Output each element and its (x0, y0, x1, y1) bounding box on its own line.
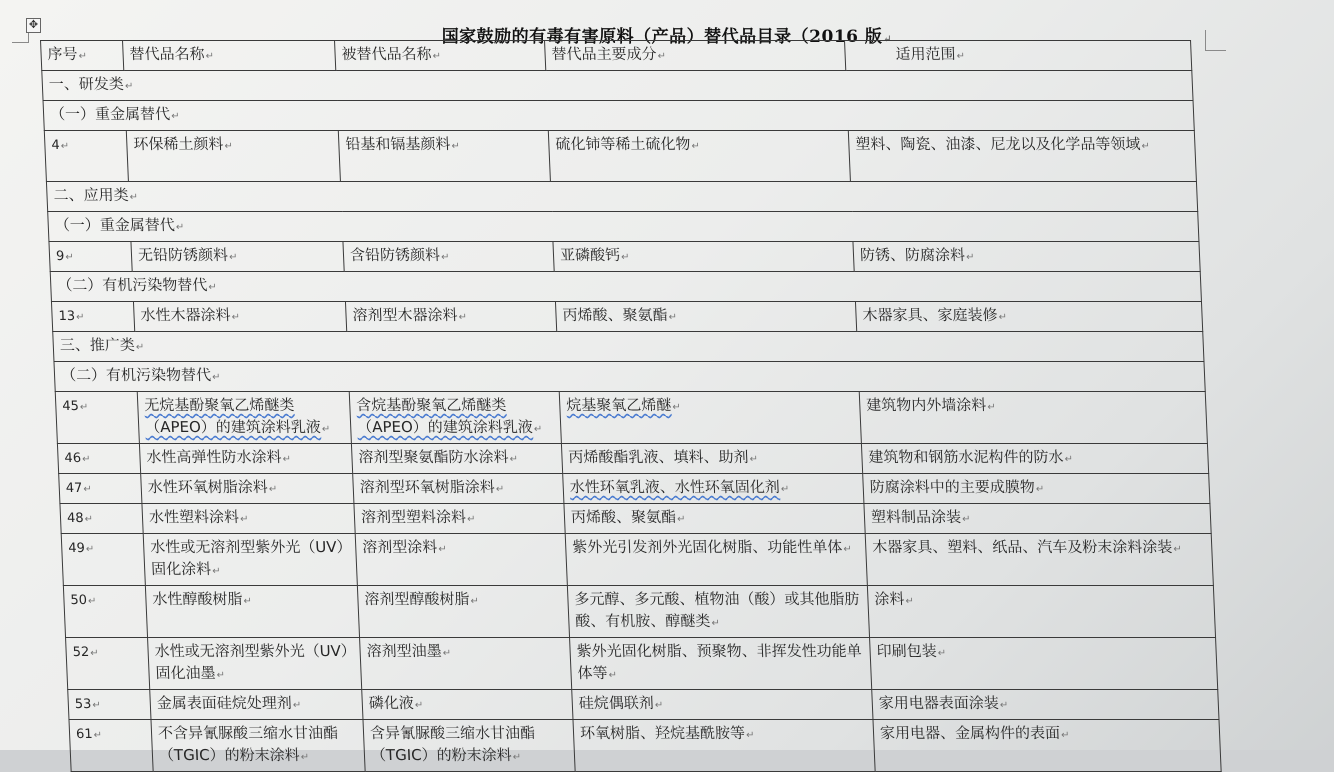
subsection-title: （二）有机污染物替代↵ (54, 362, 1205, 392)
cell-replaced: 溶剂型木器涂料↵ (345, 302, 556, 332)
cell-substitute: 水性木器涂料↵ (133, 302, 346, 332)
table-row (61, 534, 1213, 586)
cell-no: 45↵ (55, 392, 139, 444)
cell-replaced: 溶剂型醇酸树脂↵ (357, 586, 569, 638)
cell-substitute: 金属表面硅烷处理剂↵ (150, 690, 363, 720)
header-replaced: 被替代品名称↵ (335, 41, 546, 71)
cell-no: 49↵ (61, 534, 145, 586)
table-row (69, 720, 1221, 772)
subsection-title: （一）重金属替代↵ (43, 101, 1194, 131)
cell-scope: 印刷包装↵ (870, 638, 1218, 690)
section-row (43, 101, 1194, 131)
header-substitute: 替代品名称↵ (123, 41, 336, 71)
table-row (51, 302, 1202, 332)
cell-no: 48↵ (60, 504, 143, 534)
cell-scope: 防锈、防腐涂料↵ (853, 242, 1200, 272)
paragraph-mark-icon: ↵ (883, 34, 893, 45)
cell-substitute: 水性或无溶剂型紫外光（UV）固化油墨↵ (148, 638, 362, 690)
table-row (49, 242, 1200, 272)
section-title: 二、应用类↵ (46, 182, 1197, 212)
table-row (63, 586, 1215, 638)
cell-components: 紫外光固化树脂、预聚物、非挥发性功能单体等↵ (570, 638, 872, 690)
cell-substitute: 无铅防锈颜料↵ (131, 242, 344, 272)
cell-components: 环氧树脂、羟烷基酰胺等↵ (573, 720, 875, 772)
section-title: 一、研发类↵ (42, 71, 1193, 101)
cell-components: 多元醇、多元酸、植物油（酸）或其他脂肪酸、有机胺、醇醚类↵ (567, 586, 869, 638)
table-row (44, 131, 1196, 182)
cell-replaced: 含异氰脲酸三缩水甘油酯（TGIC）的粉末涂料↵ (363, 720, 575, 772)
section-row (50, 272, 1201, 302)
cell-components: 水性环氧乳液、水性环氧固化剂↵ (563, 474, 864, 504)
cell-no: 13↵ (51, 302, 134, 332)
cell-components: 丙烯酸、聚氨酯↵ (564, 504, 865, 534)
cell-substitute: 水性或无溶剂型紫外光（UV）固化涂料↵ (143, 534, 357, 586)
cell-substitute: 水性醇酸树脂↵ (145, 586, 359, 638)
cell-scope: 塑料、陶瓷、油漆、尼龙以及化学品等领域↵ (848, 131, 1196, 182)
table-row (59, 474, 1210, 504)
header-scope: 适用范围↵ (845, 41, 1192, 71)
cell-scope: 建筑物内外墙涂料↵ (859, 392, 1207, 444)
cell-substitute: 不含异氰脲酸三缩水甘油酯（TGIC）的粉末涂料↵ (151, 720, 365, 772)
cell-replaced: 溶剂型油墨↵ (360, 638, 572, 690)
header-row (41, 41, 1192, 71)
cell-no: 53↵ (68, 690, 151, 720)
cell-scope: 木器家具、塑料、纸品、汽车及粉末涂料涂装↵ (865, 534, 1213, 586)
cell-components: 硅烷偶联剂↵ (572, 690, 873, 720)
cell-substitute: 环保稀土颜料↵ (126, 131, 340, 182)
cell-substitute: 水性环氧树脂涂料↵ (141, 474, 354, 504)
cell-scope: 建筑物和钢筋水泥构件的防水↵ (861, 444, 1208, 474)
cell-scope: 涂料↵ (867, 586, 1215, 638)
cell-components: 丙烯酸、聚氨酯↵ (555, 302, 856, 332)
cell-components: 紫外光引发剂外光固化树脂、功能性单体↵ (565, 534, 867, 586)
cell-replaced: 溶剂型塑料涂料↵ (354, 504, 565, 534)
cell-no: 46↵ (57, 444, 140, 474)
table-row (57, 444, 1208, 474)
section-row (42, 71, 1193, 101)
cell-replaced: 溶剂型环氧树脂涂料↵ (353, 474, 564, 504)
cell-no: 47↵ (59, 474, 142, 504)
cell-scope: 木器家具、家庭装修↵ (855, 302, 1202, 332)
cell-no: 61↵ (69, 720, 153, 772)
cell-no: 9↵ (49, 242, 132, 272)
cell-components: 丙烯酸酯乳液、填料、助剂↵ (561, 444, 862, 474)
substitute-catalog-table (40, 40, 1222, 772)
cell-no: 52↵ (66, 638, 150, 690)
subsection-title: （一）重金属替代↵ (48, 212, 1199, 242)
cell-substitute: 水性高弹性防水涂料↵ (139, 444, 352, 474)
cell-components: 烷基聚氧乙烯醚↵ (559, 392, 861, 444)
section-row (53, 332, 1204, 362)
cell-no: 50↵ (63, 586, 147, 638)
table-wrapper (40, 40, 1222, 772)
table-row (68, 690, 1219, 720)
section-row (54, 362, 1205, 392)
cell-replaced: 含烷基酚聚氧乙烯醚类（APEO）的建筑涂料乳液↵ (349, 392, 561, 444)
cell-scope: 家用电器表面涂装↵ (872, 690, 1219, 720)
cell-replaced: 磷化液↵ (362, 690, 573, 720)
cell-substitute: 水性塑料涂料↵ (142, 504, 355, 534)
cell-scope: 塑料制品涂装↵ (864, 504, 1211, 534)
cell-scope: 家用电器、金属构件的表面↵ (873, 720, 1221, 772)
header-no: 序号↵ (41, 41, 124, 71)
section-title: 三、推广类↵ (53, 332, 1204, 362)
table-row (66, 638, 1218, 690)
section-row (48, 212, 1199, 242)
cell-replaced: 含铅防锈颜料↵ (343, 242, 554, 272)
cell-components: 硫化铈等稀土硫化物↵ (548, 131, 850, 182)
table-row (55, 392, 1207, 444)
header-components: 替代品主要成分↵ (545, 41, 846, 71)
table-move-handle-icon[interactable]: ✥ (26, 18, 41, 33)
table-row (60, 504, 1211, 534)
cell-replaced: 溶剂型涂料↵ (355, 534, 567, 586)
cell-no: 4↵ (44, 131, 128, 182)
cell-substitute: 无烷基酚聚氧乙烯醚类（APEO）的建筑涂料乳液↵ (137, 392, 351, 444)
cell-replaced: 铅基和镉基颜料↵ (338, 131, 550, 182)
title-text: 国家鼓励的有毒有害原料（产品）替代品目录（2016 版 (441, 27, 883, 47)
cell-replaced: 溶剂型聚氨酯防水涂料↵ (351, 444, 562, 474)
cell-components: 亚磷酸钙↵ (553, 242, 854, 272)
section-row (46, 182, 1197, 212)
subsection-title: （二）有机污染物替代↵ (50, 272, 1201, 302)
cell-scope: 防腐涂料中的主要成膜物↵ (863, 474, 1210, 504)
